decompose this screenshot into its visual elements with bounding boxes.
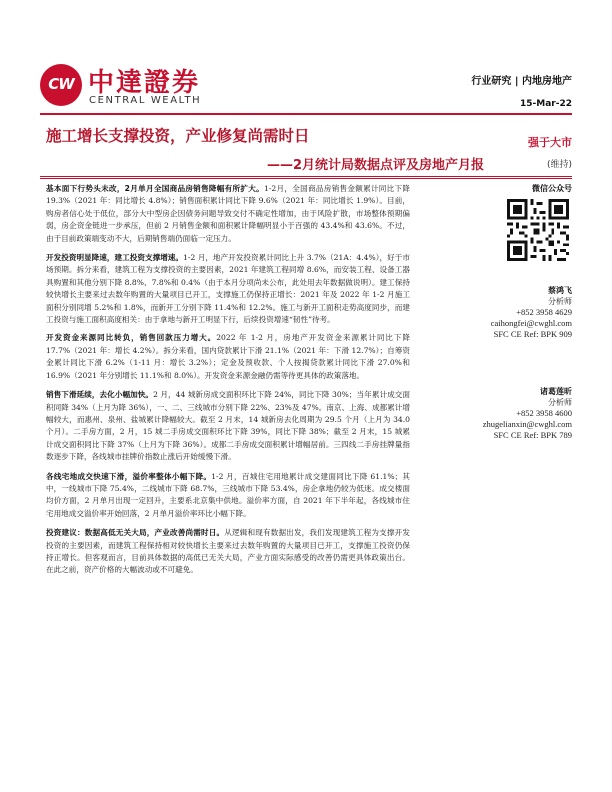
analyst-name: 诸葛莲昕 [540,387,572,396]
paragraph-lead: 投资建议：数据高低无关大局，产业改善尚需时日。 [46,528,225,538]
report-date: 15-Mar-22 [520,99,572,109]
paragraph-text: 从逻辑和现有数据出发，我们发现建筑工程为支撑开发投资的主要因素，而建筑工程保持相对较快增长主要来过去数年购置的大量项目已开工，支撑施工投资仍保持正增长。但客观而言，目前具体数据的高低已无关大局，产业方面实际感受的改善仍需更具体政策出台。在此之前，资产价格的大幅波动或不可避免。 [46,528,410,575]
report-title: 施工增长支撑投资，产业修复尚需时日 [46,127,310,145]
paragraph-lead: 开发资金来源同比转负，销售回款压力增大。 [46,333,217,343]
company-logo [40,63,220,113]
paragraph-lead: 销售下滑延续，去化小幅加快。 [46,390,154,400]
analyst-card [491,285,572,340]
paragraph-investment [46,252,410,326]
analyst-card [483,386,572,441]
paragraph-text: 2 月，44 城新房成交面积环比下降 24%，同比下降 30%；当年累计成交面积同降 34%（上月为降 36%），一、二、三线城市分别下降 22%、23%及 47%。南京、上海、成都累计增幅较大，而惠州、泉州、盐城累计降幅较大。截至 2 月末，14 城新房去化周期为 29.5 个月（上月为 34.0 个月）。二手房方面，2 月，15 城二手房成交面积环比下降 39%，同比下降 38%；截至 2 月末，15 城累计成交面积同比下降 37%（上月为下降 36%）。成都二手房成交面积累计增幅居前。三四线二手房挂牌量指数逐步下降，各线城市挂牌价指数止涨后开始缓慢下滑。 [46,390,411,462]
analyst-email[interactable]: caihongfei@cwghl.com [490,318,572,329]
rating-label: 强于大市 [528,136,572,149]
title-divider-secondary [40,178,572,179]
analyst-email[interactable]: zhugelianxin@cwghl.com [482,419,572,430]
analyst-role: 分析师 [548,398,572,408]
paragraph-lead: 各线宅地成交快速下滑，溢价率整体小幅下降。 [46,471,212,481]
rating-note: (维持) [546,160,572,170]
paragraph-text: 1-2 月，地产开发投资累计同比上升 3.7%（21A：4.4%），好于市场预期。拆分来看，建筑工程为支撑投资的主要因素，2021 年建筑工程同增 8.6%，而安装工程、设备工器具购置和其他分别下降 8.8%、7.8%和 0.4%（由于本月分项尚未公布，此处用去年数据做说明）。建工保持较快增长主要来过去数年购置的大量项目已开工，支撑施工仍保持正增长：2021 年及 2022 年 1-2 月施工面积分别同增 5.2%和 1.8%，而新开工分别下降 11.4%和 12.2%。施工与新开工面积走势高度同步，而建工投资与施工面积高度相关：由于拿地与新开工明显下行，后续投资增速“韧性”待考。 [46,253,410,325]
wechat-qr-code [507,199,569,261]
analyst-phone: +852 3958 4600 [516,408,572,419]
paragraph-lead: 基本面下行势头未改，2月单月全国商品房销售降幅有所扩大。 [46,184,265,193]
analyst-license: SFC CE Ref: BPK 789 [493,430,572,441]
paragraph-recommendation [46,527,410,577]
report-category: 行业研究 | 内地房地产 [471,76,572,87]
header-divider [40,113,572,115]
paragraph-text: 2022 年 1-2 月，房地产开发资金来源累计同比下降 17.7%（2021 年：增长 4.2%）。拆分来看，国内贷款累计下滑 21.1%（2021 年：下滑 12.7%）；自筹资金累计同比下滑 6.2%（1-11 月：增长 3.2%）；定金及预收款、个人按揭贷款累计同比下滑 27.0%和 16.9%（2021 年分别增长 11.1%和 8.0%）。开发资金来源金融仍需等待更具体的政策落地。 [46,333,411,380]
report-subtitle: ——2月统计局数据点评及房地产月报 [266,158,484,173]
paragraph-market [46,389,410,463]
wechat-label: 微信公众号 [532,184,572,193]
paragraph-text: 1-2月，全国商品房销售金额累计同比下降 19.3%（2021 年：同比增长 4.8%）；销售面积累计同比下降 9.6%（2021 年：同比增长 1.9%）。目前，购房者信心处于低位，部分大中型房企因债务问题导致交付不确定性增加，由于风险扩散，市场整体预期偏弱，房企资金链进一步承压，但前 2 月销售金额和面积累计降幅明显小于百强的 43.4%和 43.6%。不过，由于目前政策端变动不大，后期销售端仍面临一定压力。 [46,184,411,243]
analyst-name: 蔡鸿飞 [548,286,572,295]
paragraph-funding [46,332,410,382]
logo-name-en: CENTRAL WEALTH [89,95,202,106]
paragraph-land [46,471,410,521]
paragraph-lead: 开发投资明显降速，建工投资支撑增速。 [46,253,184,263]
analyst-role: 分析师 [548,297,572,307]
paragraph-text: 1-2 月，百城住宅用地累计成交建面同比下降 61.1%；其中，一线城市下降 75.4%，二线城市下降 68.7%，三线城市下降 53.4%，房企拿地仍较为低迷。成交楼面均价方面，2 月单月出现一定回升，主要系北京集中供地。溢价率方面，自 2021 年下半年起，各线城市住宅用地成交溢价率开始回落，2 月单月溢价率环比小幅下降。 [46,471,410,518]
logo-mark [40,64,82,106]
analyst-license: SFC CE Ref: BPK 909 [493,329,572,340]
paragraph-sales [46,183,410,245]
analyst-phone: +852 3958 4629 [516,307,572,318]
logo-name-cn: 中達證券 [88,68,201,98]
report-body [46,183,410,584]
title-divider [40,176,572,177]
logo-mark-text: CW [48,75,74,93]
